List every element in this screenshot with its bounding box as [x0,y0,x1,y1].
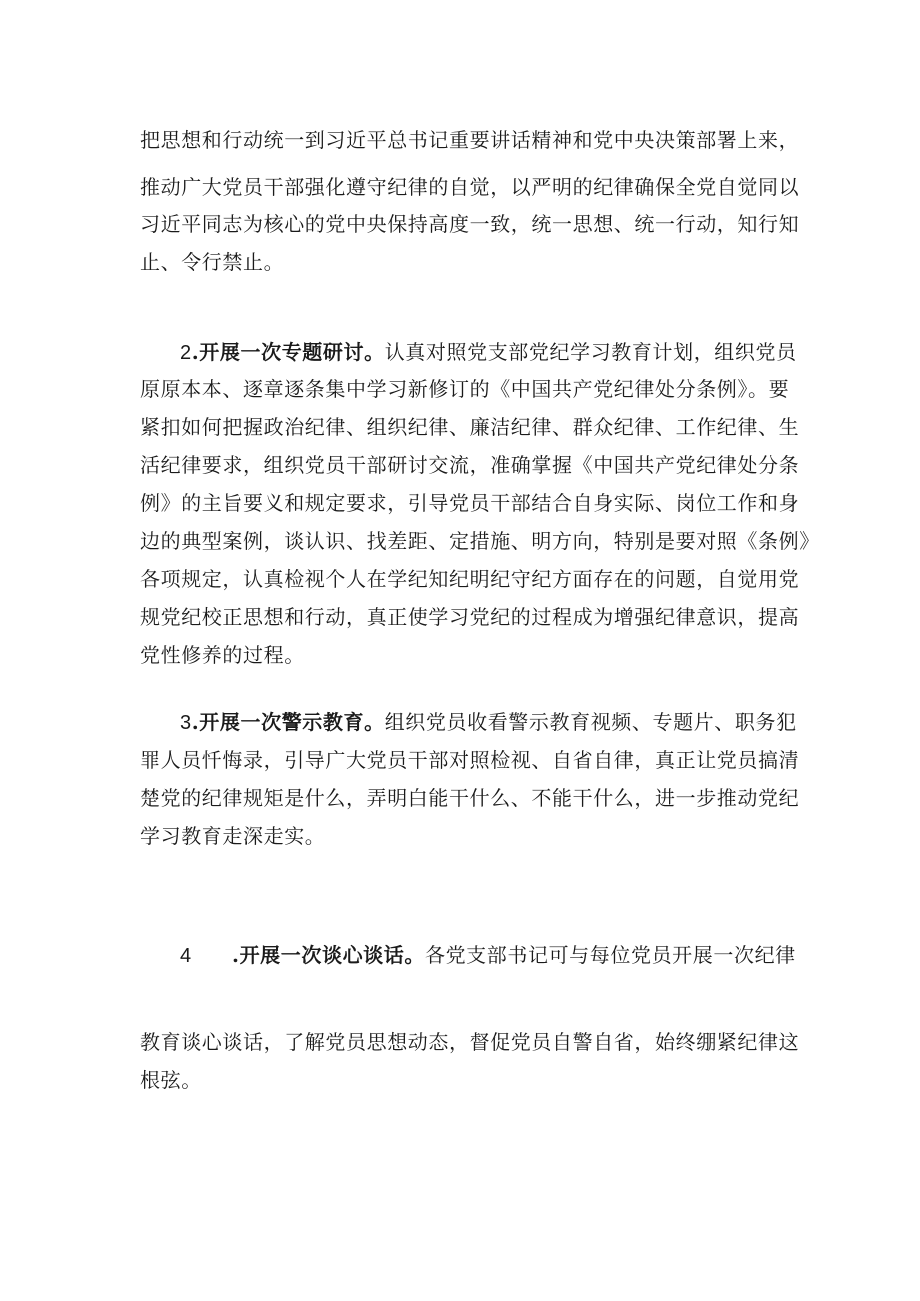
paragraph-1-line: 把思想和行动统一到习近平总书记重要讲话精神和党中央决策部署上来， [140,128,800,152]
paragraph-3-line: 学习教育走深走实。 [140,824,326,848]
paragraph-1-line: 推动广大党员干部强化遵守纪律的自觉，以严明的纪律确保全党自觉同以 [140,175,800,199]
paragraph-3-first-line [180,710,800,735]
paragraph-3-first-line-text: 组织党员收看警示教育视频、专题片、职务犯 [384,710,797,734]
paragraph-2-line: 例》的主旨要义和规定要求，引导党员干部结合自身实际、岗位工作和身 [140,491,800,515]
item-number: 2 [180,342,192,364]
item-heading: .开展一次专题研讨。 [191,340,385,364]
paragraph-1-line: 止、令行禁止。 [140,250,285,274]
paragraph-2-line: 规党纪校正思想和行动，真正使学习党纪的过程成为增强纪律意识，提高 [140,605,800,629]
paragraph-2-line: 活纪律要求，组织党员干部研讨交流，准确掌握《中国共产党纪律处分条 [140,453,800,477]
paragraph-2-line: 边的典型案例，谈认识、找差距、定措施、明方向，特别是要对照《条例》 [140,529,820,553]
paragraph-4-first-line [180,943,800,968]
paragraph-1-line: 习近平同志为核心的党中央保持高度一致，统一思想、统一行动，知行知 [140,212,800,236]
item-number: 3 [180,712,192,734]
item-number: 4 [180,945,192,967]
paragraph-2-line: 党性修养的过程。 [140,643,305,667]
item-heading: .开展一次警示教育。 [191,710,385,734]
paragraph-3-line: 罪人员忏悔录，引导广大党员干部对照检视、自省自律，真正让党员搞清 [140,748,800,772]
paragraph-2-first-line-text: 认真对照党支部党纪学习教育计划，组织党员 [384,340,797,364]
paragraph-2-line: 紧扣如何把握政治纪律、组织纪律、廉洁纪律、群众纪律、工作纪律、生 [140,415,800,439]
paragraph-2-first-line [180,340,800,365]
paragraph-2-line: 原原本本、逐章逐条集中学习新修订的《中国共产党纪律处分条例》。要 [140,377,790,401]
paragraph-4-line: 教育谈心谈话，了解党员思想动态，督促党员自警自省，始终绷紧纪律这 [140,1030,800,1054]
paragraph-3-line: 楚党的纪律规矩是什么，弄明白能干什么、不能干什么，进一步推动党纪 [140,786,800,810]
item-heading: .开展一次谈心谈话。 [232,943,425,967]
paragraph-4-first-line-text: 各党支部书记可与每位党员开展一次纪律 [424,943,796,967]
paragraph-2-line: 各项规定，认真检视个人在学纪知纪明纪守纪方面存在的问题，自觉用党 [140,567,800,591]
paragraph-4-line: 根弦。 [140,1068,202,1092]
